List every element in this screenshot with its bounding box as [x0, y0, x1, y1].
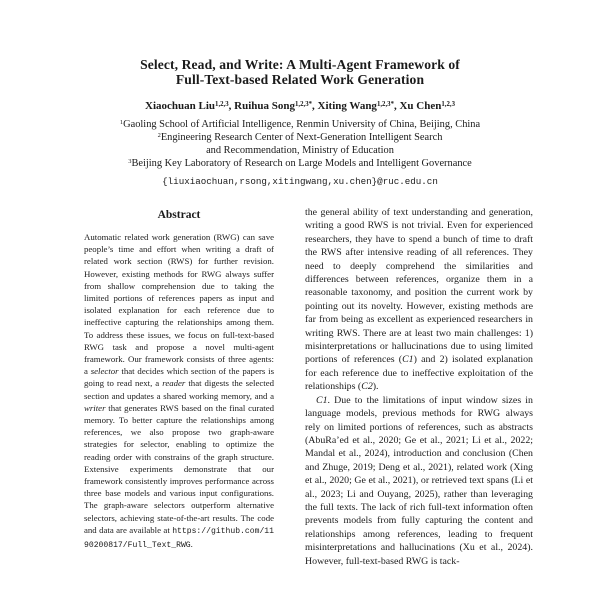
text-segment: writer — [84, 402, 106, 413]
affiliations-block — [0, 118, 600, 170]
text-segment: . — [190, 539, 193, 550]
github-link[interactable]: https://github.com/1190200817/Full_Text_RWG — [84, 526, 274, 551]
affiliation-line: $^3$Beijing Key Laboratory of Research on Large Models and Intelligent Governance — [128, 158, 472, 169]
affiliation-superscript: 1 — [119, 119, 124, 127]
affiliation-line: $^2$Engineering Research Center of Next-Generation Intelligent Search — [157, 132, 443, 143]
author-name: Xiaochuan Liu — [145, 100, 216, 112]
paper-title — [0, 0, 600, 87]
author-superscript: 1,2,3 — [441, 100, 455, 108]
paper-title-line-2: Full-Text-based Related Work Generation — [175, 72, 425, 87]
text-segment: ) and 2) isolated explanation for each reference due to ineffective exploitation of the relationships ( — [305, 354, 533, 393]
affiliation-superscript: 3 — [128, 158, 132, 166]
text-segment: Automatic related work generation (RWG) can save people’s time and effort when writing a draft of related work section (RWS) for further revision. However, existing methods for RWG always suffer from shallow comprehension due to taking the limited portions of references papers as input and isolated explanation for each reference due to ineffective capturing the relationships among them. To address these issues, we focus on full-text-based RWG task and propose a novel multi-agent framework. Our framework consists of three agents: a — [84, 232, 274, 377]
author-superscript: 1,2,3* — [376, 100, 394, 108]
affiliation-superscript: 2 — [157, 132, 161, 140]
paper-title-line-1: Select, Read, and Write: A Multi-Agent Framework of — [140, 57, 460, 72]
text-segment: the general ability of text understanding and generation, writing a good RWS is not trivial. Even for experienced researchers, they have to spend a bunch of time to draft the RWS after intensive reading of all references. They need to deeply comprehend the similarities and differences between references, organize them in a reasonable taxonomy, and position the current work by pointing out its novelty. However, existing methods are far from being as excellent as experienced researchers in writing RWS. There are at least two main challenges: 1) misinterpretations or hallucinations due to using limited portions of references ( — [305, 207, 533, 366]
two-column-body — [65, 204, 600, 568]
text-segment: C1 — [402, 354, 414, 366]
author-name: Xu Chen — [399, 100, 442, 112]
email-line: {liuxiaochuan,rsong,xitingwang,xu.chen}@ruc.edu.cn — [162, 176, 438, 187]
text-segment: that generates RWS based on the final curated memory. To better capture the relationships among references, we also propose two graph-aware strategies for selector, enabling to optimize the reading order with constrains of the graph structure. Extensive experiments demonstrate that our framework consistently improves performance across three base models and various input configurations. The graph-aware selectors outperform alternative selectors, achieving state-of-the-art results. The code and data are available at — [84, 402, 274, 535]
authors-line: Xiaochuan Liu$^{1,2,3}$, Ruihua Song$^{1,2,3*}$, Xiting Wang$^{1,2,3*}$, Xu Chen$^{1,2,3}$ — [145, 100, 455, 112]
author-superscript: 1,2,3* — [295, 100, 313, 108]
abstract-text — [84, 231, 274, 552]
body-paragraph — [305, 394, 533, 568]
text-segment: selector — [90, 366, 119, 377]
text-segment: ). — [372, 381, 379, 393]
author-superscript: 1,2,3 — [215, 100, 229, 108]
author-name: Xiting Wang — [317, 100, 377, 112]
abstract-heading: Abstract — [157, 209, 201, 221]
text-segment: that decides which section of the papers is going to read next, a — [84, 366, 275, 389]
affiliation-line: and Recommendation, Ministry of Education — [206, 145, 394, 156]
text-segment: C2 — [361, 381, 373, 393]
left-column — [65, 204, 293, 552]
right-column — [305, 206, 533, 568]
affiliation-line: $^1$Gaoling School of Artificial Intelligence, Renmin University of China, Beijing, China — [119, 119, 481, 130]
body-paragraph — [305, 206, 533, 394]
text-segment: C1 — [316, 394, 328, 406]
author-name: Ruihua Song — [234, 100, 295, 112]
text-segment: that digests the selected section and updates a shared working memory, and a — [84, 378, 275, 401]
text-segment: reader — [162, 378, 186, 389]
text-segment: . Due to the limitations of input window sizes in language models, previous methods for RWG always rely on limited portions of references, such as abstracts (AbuRa’ed et al., 2020; Ge et al., 2021; Li et al., 2022; Mandal et al., 2024), introduction and conclusion (Chen and Zhuge, 2019; Deng et al., 2021), related work (Xing et al., 2020; Ge et al., 2021), or retrieved text spans (Li et al., 2023; Li and Ouyang, 2025), rather than leveraging the full texts. The lack of rich full-text information often prevents models from fully capturing the content and relationships among references, leading to frequent misinterpretations and hallucinations (Xu et al., 2024). However, full-text-based RWG is tack- — [305, 394, 533, 567]
